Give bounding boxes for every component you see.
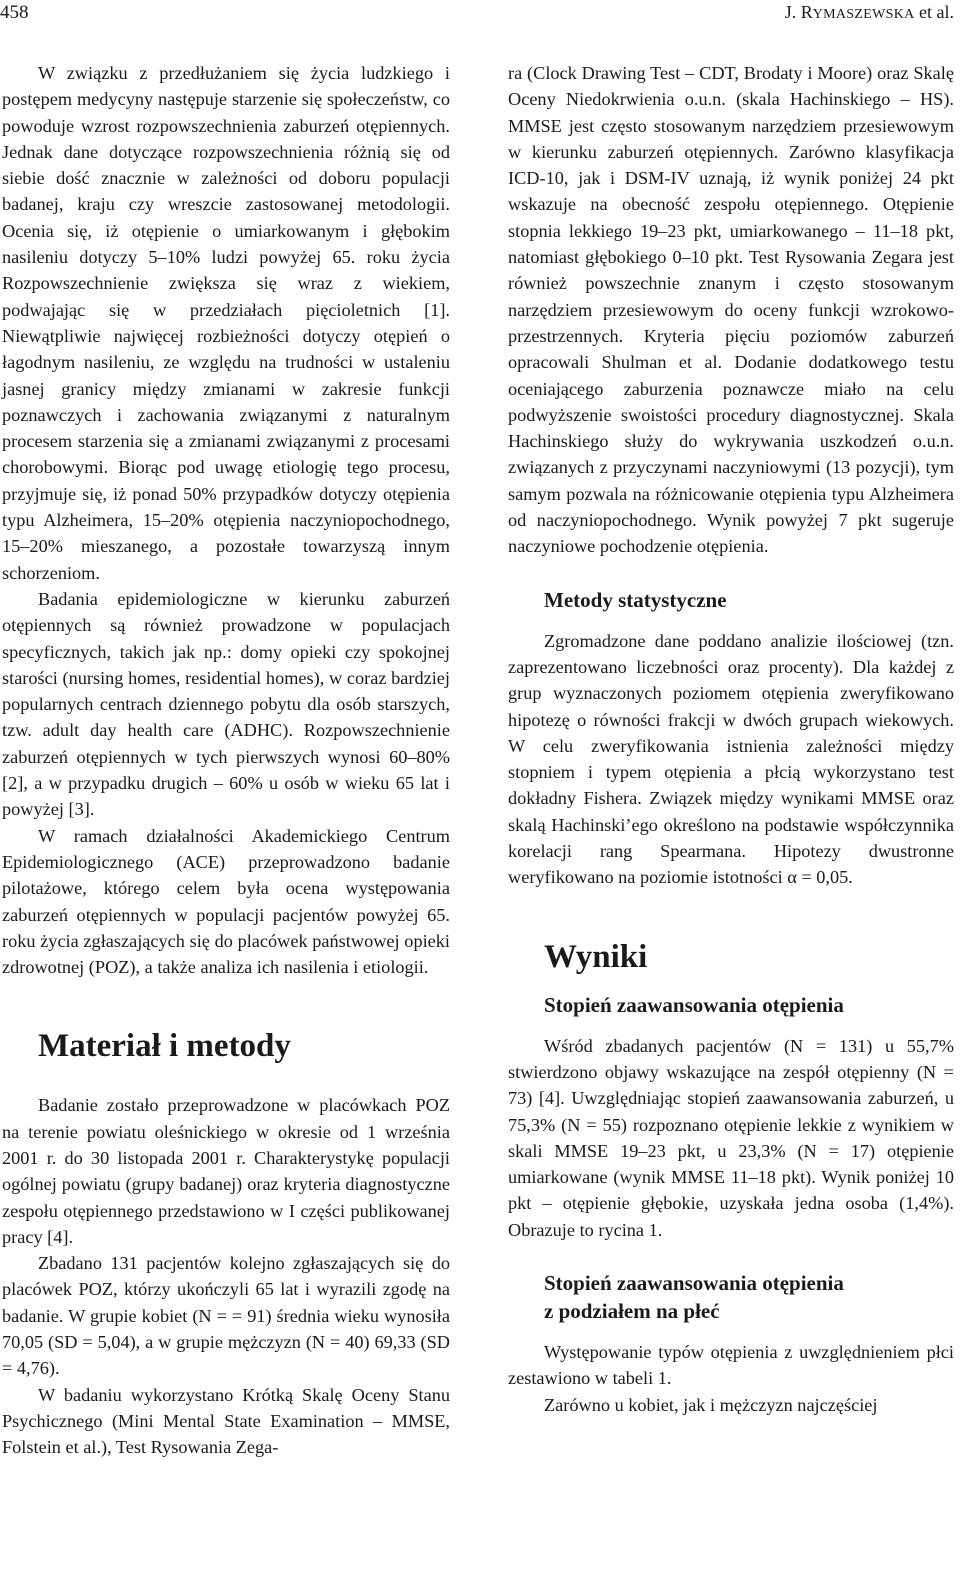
methods-paragraph-3: W badaniu wykorzystano Krótką Skalę Oceny Stanu Psychicznego (Mini Mental State Examination – MMSE, Folstein et al.), Test Rysowania Zega- (2, 1384, 450, 1458)
subsection-heading-dementia-stage: Stopień zaawansowania otępienia (544, 992, 844, 1017)
subsection-heading-line-1: Stopień zaawansowania otępienia (544, 1270, 844, 1295)
running-head-smallcaps: YMASZEWSKA (812, 7, 915, 22)
methods-paragraph-2: Zbadano 131 pacjentów kolejno zgłaszających się do placówek POZ, którzy ukończyli 65 lat i wyrazili zgodę na badanie. W grupie kobiet (N = = 91) średnia wieku wynosiła 70,05 (SD = 5,04), a w grupie mężczyzn (N = 40) 69,33 (SD = 4,76). (2, 1253, 450, 1379)
left-column (2, 60, 450, 1461)
running-head-initial: J. R (784, 2, 813, 22)
subsection-heading-stage-by-sex (508, 1269, 954, 1325)
subsection-heading-line-2: z podziałem na płeć (544, 1298, 720, 1323)
section-heading-results: Wyniki (544, 938, 648, 975)
intro-paragraph-1: W związku z przedłużaniem się życia ludzkiego i postępem medycyny następuje starzenie się społeczeństw, co powoduje wzrost rozpowszechnienia zaburzeń otępiennych. Jednak dane dotyczące rozpowszechnienia różnią się od siebie dość znacznie w zależności od doboru populacji badanej, kraju czy wreszcie zastosowanej metodologii. Ocenia się, iż otępienie o umiarkowanym i głębokim nasileniu dotyczy 5–10% ludzi powyżej 65. roku życia Rozpowszechnienie zwiększa się wraz z wiekiem, podwajając się w przedziałach pięcioletnich [1]. Niewątpliwie najwięcej rozbieżności dotyczy otępień o łagodnym nasileniu, ze względu na trudności w ustaleniu jasnej granicy między zmianami w zakresie funkcji poznawczych i zachowania związanymi z naturalnym procesem starzenia się a zmianami związanymi z procesami chorobowymi. Biorąc pod uwagę etiologię tego procesu, przyjmuje się, iż ponad 50% przypadków dotyczy otępienia typu Alzheimera, 15–20% otępienia naczyniopochodnego, 15–20% mieszanego, a pozostałe towarzyszą innym schorzeniom. (2, 63, 450, 583)
running-head-tail: et al. (914, 2, 954, 22)
section-heading-material: Materiał i metody (38, 1028, 291, 1065)
results-paragraph-3: Zarówno u kobiet, jak i mężczyzn najczęściej (544, 1394, 878, 1415)
running-head (785, 2, 954, 23)
methods-paragraph-1: Badanie zostało przeprowadzone w placówkach POZ na terenie powiatu oleśnickiego w okresie od 1 września 2001 r. do 30 listopada 2001 r. Charakterystykę populacji ogólnej powiatu (grupy badanej) oraz kryteria diagnostyczne zespołu otępiennego przedstawiono w I części publikowanej pracy [4]. (2, 1095, 450, 1247)
right-column (508, 60, 954, 1418)
results-paragraph-2: Występowanie typów otępienia z uwzględnieniem płci zestawiono w tabeli 1. (508, 1341, 954, 1389)
page-number: 458 (0, 2, 29, 23)
subsection-heading-statistics: Metody statystyczne (544, 587, 727, 612)
intro-paragraph-2: Badania epidemiologiczne w kierunku zaburzeń otępiennych są również prowadzone w populacjach specyficznych, takich jak np.: domy opieki czy spokojnej starości (nursing homes, residential homes), w coraz bardziej popularnych centrach dziennego pobytu dla osób starszych, tzw. adult day health care (ADHC). Rozpowszechnienie zaburzeń otępiennych w tych pierwszych wynosi 60–80% [2], a w przypadku drugich – 60% u osób w wieku 65 lat i powyżej [3]. (2, 588, 450, 820)
results-paragraph-1: Wśród zbadanych pacjentów (N = 131) u 55,7% stwierdzono objawy wskazujące na zespół otępienny (N = 73) [4]. Uwzględniając stopień zaawansowania zaburzeń, u 75,3% (N = 55) rozpoznano otępienie lekkie z wynikiem w skali MMSE 19–23 pkt, u 23,3% (N = 17) otępienie umiarkowane (wynik MMSE 11–18 pkt). Wynik poniżej 10 pkt – otępienie głębokie, uzyskała jedna osoba (1,4%). Obrazuje to rycina 1. (508, 1035, 954, 1240)
methods-paragraph-continued: ra (Clock Drawing Test – CDT, Brodaty i Moore) oraz Skalę Oceny Niedokrwienia o.u.n. (skala Hachinskiego – HS). MMSE jest często stosowanym narzędziem przesiewowym w kierunku zaburzeń otępiennych. Zarówno klasyfikacja ICD-10, jak i DSM-IV uznają, iż wynik poniżej 24 pkt wskazuje na obecność zespołu otępiennego. Otępienie stopnia lekkiego 19–23 pkt, umiarkowanego – 11–18 pkt, natomiast głębokiego 0–10 pkt. Test Rysowania Zegara jest również powszechnie znanym i często stosowanym narzędziem przesiewowym do oceny funkcji wzrokowo-przestrzennych. Kryteria pięciu poziomów zaburzeń opracowali Shulman et al. Dodanie dodatkowego testu oceniającego zaburzenia poznawcze miało na celu podwyższenie swoistości procedury diagnostycznej. Skala Hachinskiego służy do wykrywania uszkodzeń o.u.n. związanych z przyczynami naczyniowymi (13 pozycji), tym samym pozwala na różnicowanie otępienia typu Alzheimera od naczyniopochodnego. Wynik powyżej 7 pkt sugeruje naczyniowe pochodzenie otępienia. (508, 63, 954, 557)
intro-paragraph-3: W ramach działalności Akademickiego Centrum Epidemiologicznego (ACE) przeprowadzono badanie pilotażowe, którego celem była ocena występowania zaburzeń otępiennych w populacji pacjentów powyżej 65. roku życia zgłaszających się do placówek państwowej opieki zdrowotnej (POZ), a także analiza ich nasilenia i etiologii. (2, 825, 450, 978)
statistics-paragraph: Zgromadzone dane poddano analizie ilościowej (tzn. zaprezentowano liczebności oraz procenty). Dla każdej z grup wyznaczonych poziomem otępienia zweryfikowano hipotezę o równości frakcji w dwóch grupach wiekowych. W celu zweryfikowania istnienia zależności między stopniem i typem otępienia a płcią wykorzystano test dokładny Fishera. Związek między wynikami MMSE oraz skalą Hachinski’ego określono na podstawie współczynnika korelacji rang Spearmana. Hipotezy dwustronne weryfikowano na poziomie istotności α = 0,05. (508, 630, 954, 888)
